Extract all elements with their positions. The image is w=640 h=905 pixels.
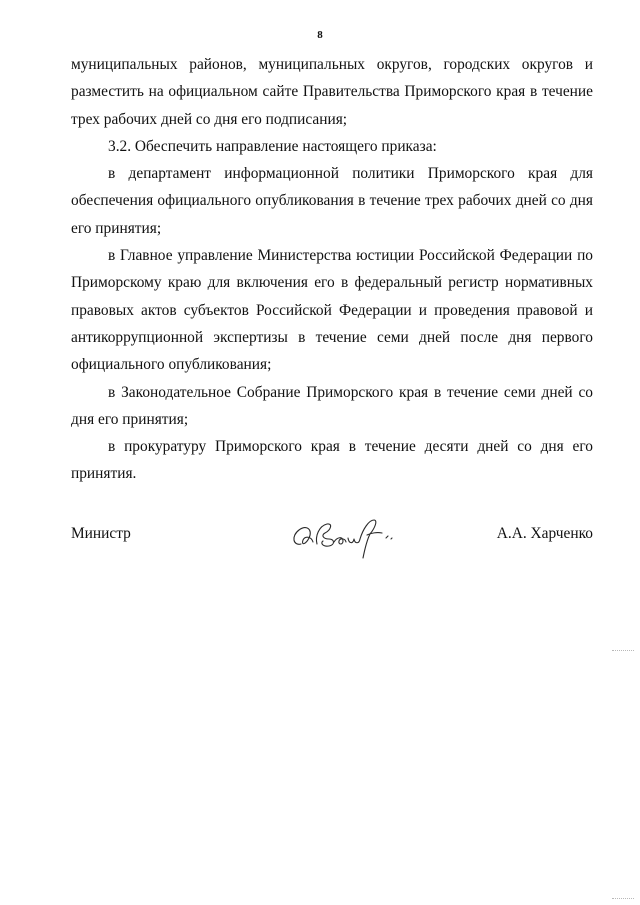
document-body (71, 51, 593, 488)
paragraph-ministry-of-justice: в Главное управление Министерства юстиции Российской Федерации по Приморскому краю для включения его в федеральный регистр нормативных правовых актов субъектов Российской Федерации и проведения правовой и антикоррупционной экспертизы в течение семи дней после дня первого официального опубликования; (71, 247, 593, 374)
paragraph-legislative-assembly: в Законодательное Собрание Приморского края в течение семи дней со дня его принятия; (71, 383, 593, 428)
page-number: 8 (317, 29, 323, 41)
handwritten-signature-icon (287, 514, 407, 564)
signatory-position: Министр (71, 525, 131, 542)
scan-artifact-dots (612, 898, 634, 901)
paragraph-item-3-2: 3.2. Обеспечить направление настоящего приказа: (108, 137, 437, 155)
paragraph-continuation: муниципальных районов, муниципальных округов, городских округов и разместить на официальном сайте Правительства Приморского края в течение трех рабочих дней со дня его подписания; (71, 56, 593, 128)
paragraph-info-policy-department: в департамент информационной политики Приморского края для обеспечения официального опубликования в течение трех рабочих дней со дня его принятия; (71, 165, 593, 237)
paragraph-prosecutor-office: в прокуратуру Приморского края в течение десяти дней со дня его принятия. (71, 438, 593, 483)
signatory-name: А.А. Харченко (496, 525, 593, 542)
scan-artifact-dots (612, 650, 634, 653)
signature-block (71, 520, 593, 560)
